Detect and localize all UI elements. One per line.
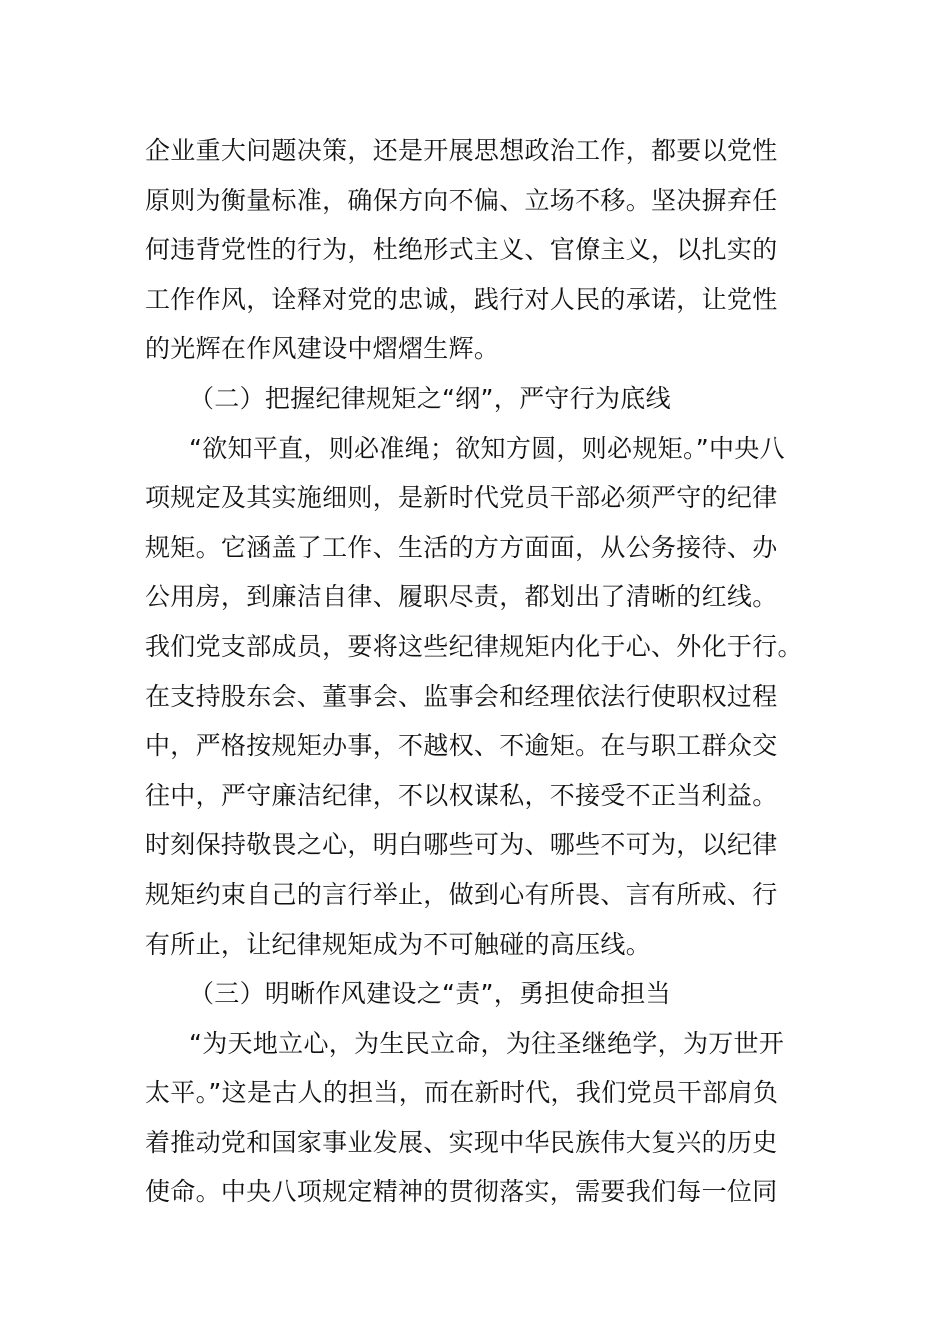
section-heading-2: （二）把握纪律规矩之“纲”，严守行为底线: [189, 383, 671, 413]
body-line: 太平。”这是古人的担当，而在新时代，我们党员干部肩负: [145, 1078, 779, 1108]
body-line: 时刻保持敬畏之心，明白哪些可为、哪些不可为，以纪律: [145, 830, 778, 860]
document-body: [145, 126, 805, 1217]
body-line: 使命。中央八项规定精神的贯彻落实，需要我们每一位同: [145, 1177, 778, 1207]
body-line: 原则为衡量标准，确保方向不偏、立场不移。坚决摒弃任: [145, 185, 778, 215]
body-line: 企业重大问题决策，还是开展思想政治工作，都要以党性: [145, 136, 778, 165]
section-heading-3: （三）明晰作风建设之“责”，勇担使命担当: [189, 979, 671, 1009]
body-line: 中，严格按规矩办事，不越权、不逾矩。在与职工群众交: [145, 731, 778, 761]
body-line: 在支持股东会、董事会、监事会和经理依法行使职权过程: [145, 681, 778, 711]
body-line: 的光辉在作风建设中熠熠生辉。: [145, 334, 500, 364]
body-line: 有所止，让纪律规矩成为不可触碰的高压线。: [145, 929, 652, 959]
body-line: 公用房，到廉洁自律、履职尽责，都划出了清晰的红线。: [145, 582, 778, 612]
body-line: 规矩。它涵盖了工作、生活的方方面面，从公务接待、办: [145, 532, 778, 562]
body-line: 往中，严守廉洁纪律，不以权谋私，不接受不正当利益。: [145, 780, 778, 810]
body-line: 我们党支部成员，要将这些纪律规矩内化于心、外化于行。: [145, 631, 803, 661]
body-line: 项规定及其实施细则，是新时代党员干部必须严守的纪律: [145, 483, 778, 513]
body-line: 着推动党和国家事业发展、实现中华民族伟大复兴的历史: [145, 1127, 778, 1157]
body-line: 工作作风，诠释对党的忠诚，践行对人民的承诺，让党性: [145, 284, 778, 314]
body-line: 规矩约束自己的言行举止，做到心有所畏、言有所戒、行: [145, 879, 778, 909]
paragraph-first-line: “为天地立心，为生民立命，为往圣继绝学，为万世开: [189, 1028, 785, 1058]
paragraph-first-line: “欲知平直，则必准绳；欲知方圆，则必规矩。”中央八: [189, 433, 785, 463]
body-line: 何违背党性的行为，杜绝形式主义、官僚主义，以扎实的: [145, 235, 778, 265]
